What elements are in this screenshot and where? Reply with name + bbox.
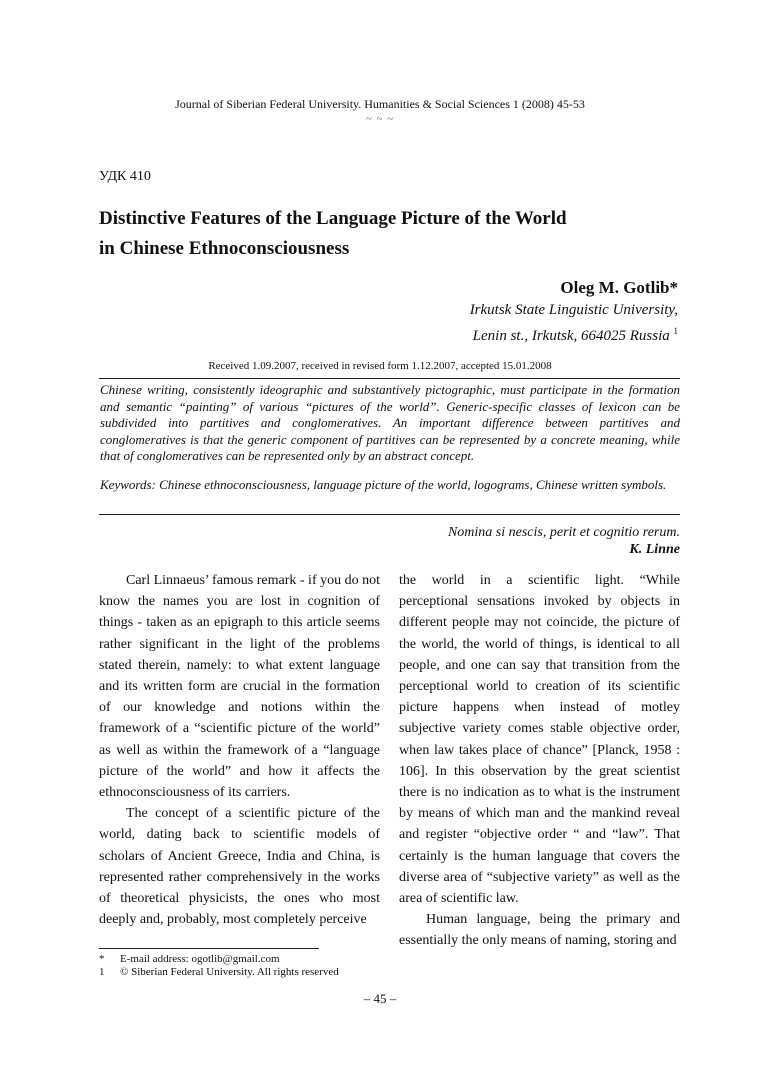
footnote-email: [99, 953, 280, 966]
footnote-mark: *: [99, 953, 105, 965]
epigraph: [448, 524, 680, 558]
body-column-right: [399, 570, 680, 952]
abstract-bottom-rule: [99, 514, 680, 515]
title-line-1: Distinctive Features of the Language Picture of the World: [99, 208, 567, 229]
body-paragraph: Human language, being the primary and essentially the only means of naming, storing and: [399, 912, 680, 949]
article-title: [99, 204, 679, 264]
header-ornament: ~ ~ ~: [365, 113, 395, 125]
affiliation-address: Lenin st., Irkutsk, 664025 Russia: [472, 328, 670, 344]
title-line-2: in Chinese Ethnoconsciousness: [99, 238, 350, 259]
footnote-copyright: [99, 966, 339, 979]
udk-code: УДК 410: [99, 169, 151, 184]
author-affiliation: [470, 300, 678, 347]
epigraph-attribution: K. Linne: [629, 542, 680, 557]
footnote-text: © Siberian Federal University. All rights reserved: [120, 966, 339, 978]
affiliation-line-1: Irkutsk State Linguistic University,: [469, 302, 678, 318]
footnote-text: E-mail address: ogotlib@gmail.com: [120, 953, 280, 965]
page-number: – 45 –: [363, 991, 397, 1006]
abstract: Chinese writing, consistently ideographic and substantively pictographic, must participate in the formation and semantic “painting” of various “pictures of the world”. Generic-specific classes of lexicon can be subdivided into partitives and conglomeratives. An important difference between partitives and conglomeratives is that the generic component of partitives can be represented by a concrete meaning, while that of conglomeratives can be represented only by an abstract concept.: [100, 382, 680, 463]
affiliation-line-2: [470, 321, 678, 347]
epigraph-quote: Nomina si nescis, perit et cognitio rerum.: [447, 525, 680, 540]
body-paragraph: The concept of a scientific picture of the world, dating back to scientific models of scholars of Ancient Greece, India and China, is represented rather comprehensively in the works of theoretical physicists, the ones who most deeply and, probably, most completely perceive: [99, 806, 380, 928]
footnote-mark: 1: [99, 966, 105, 978]
body-column-left: [99, 570, 380, 930]
body-paragraph: the world in a scientific light. “While perceptional sensations invoked by objects in different people may not coincide, the picture of the world, the world of things, is identical to all people, and one can say that transition from the perceptional world to creation of its scientific picture happens when instead of motley subjective variety comes stable objective order, when law takes place of chance” [Planck, 1958 : 106]. In this observation by the great scientist there is no indication as to what is the instrument by means of which man and the mankind reveal and register “objective order “ and “law”. That certainly is the human language that covers the diverse area of “subjective variety” as well as the area of scientific law.: [399, 573, 680, 907]
received-dates: Received 1.09.2007, received in revised form 1.12.2007, accepted 15.01.2008: [208, 360, 552, 372]
footnote-rule: [99, 948, 319, 949]
keywords: Keywords: Chinese ethnoconsciousness, language picture of the world, logograms, Chinese written symbols.: [100, 477, 667, 492]
abstract-top-rule: [99, 378, 680, 379]
affiliation-footnote-mark: 1: [673, 326, 678, 336]
journal-header: Journal of Siberian Federal University. Humanities & Social Sciences 1 (2008) 45-53: [175, 97, 585, 111]
author-name: Oleg M. Gotlib*: [560, 278, 678, 297]
body-paragraph: Carl Linnaeus’ famous remark - if you do not know the names you are lost in cognition of things - taken as an epigraph to this article seems rather significant in the light of the problems stated therein, namely: to what extent language and its written form are crucial in the formation of our knowledge and notions within the framework of a “scientific picture of the world” as well as within the framework of a “language picture of the world” and how it affects the ethnoconsciousness of its carriers.: [99, 573, 381, 801]
